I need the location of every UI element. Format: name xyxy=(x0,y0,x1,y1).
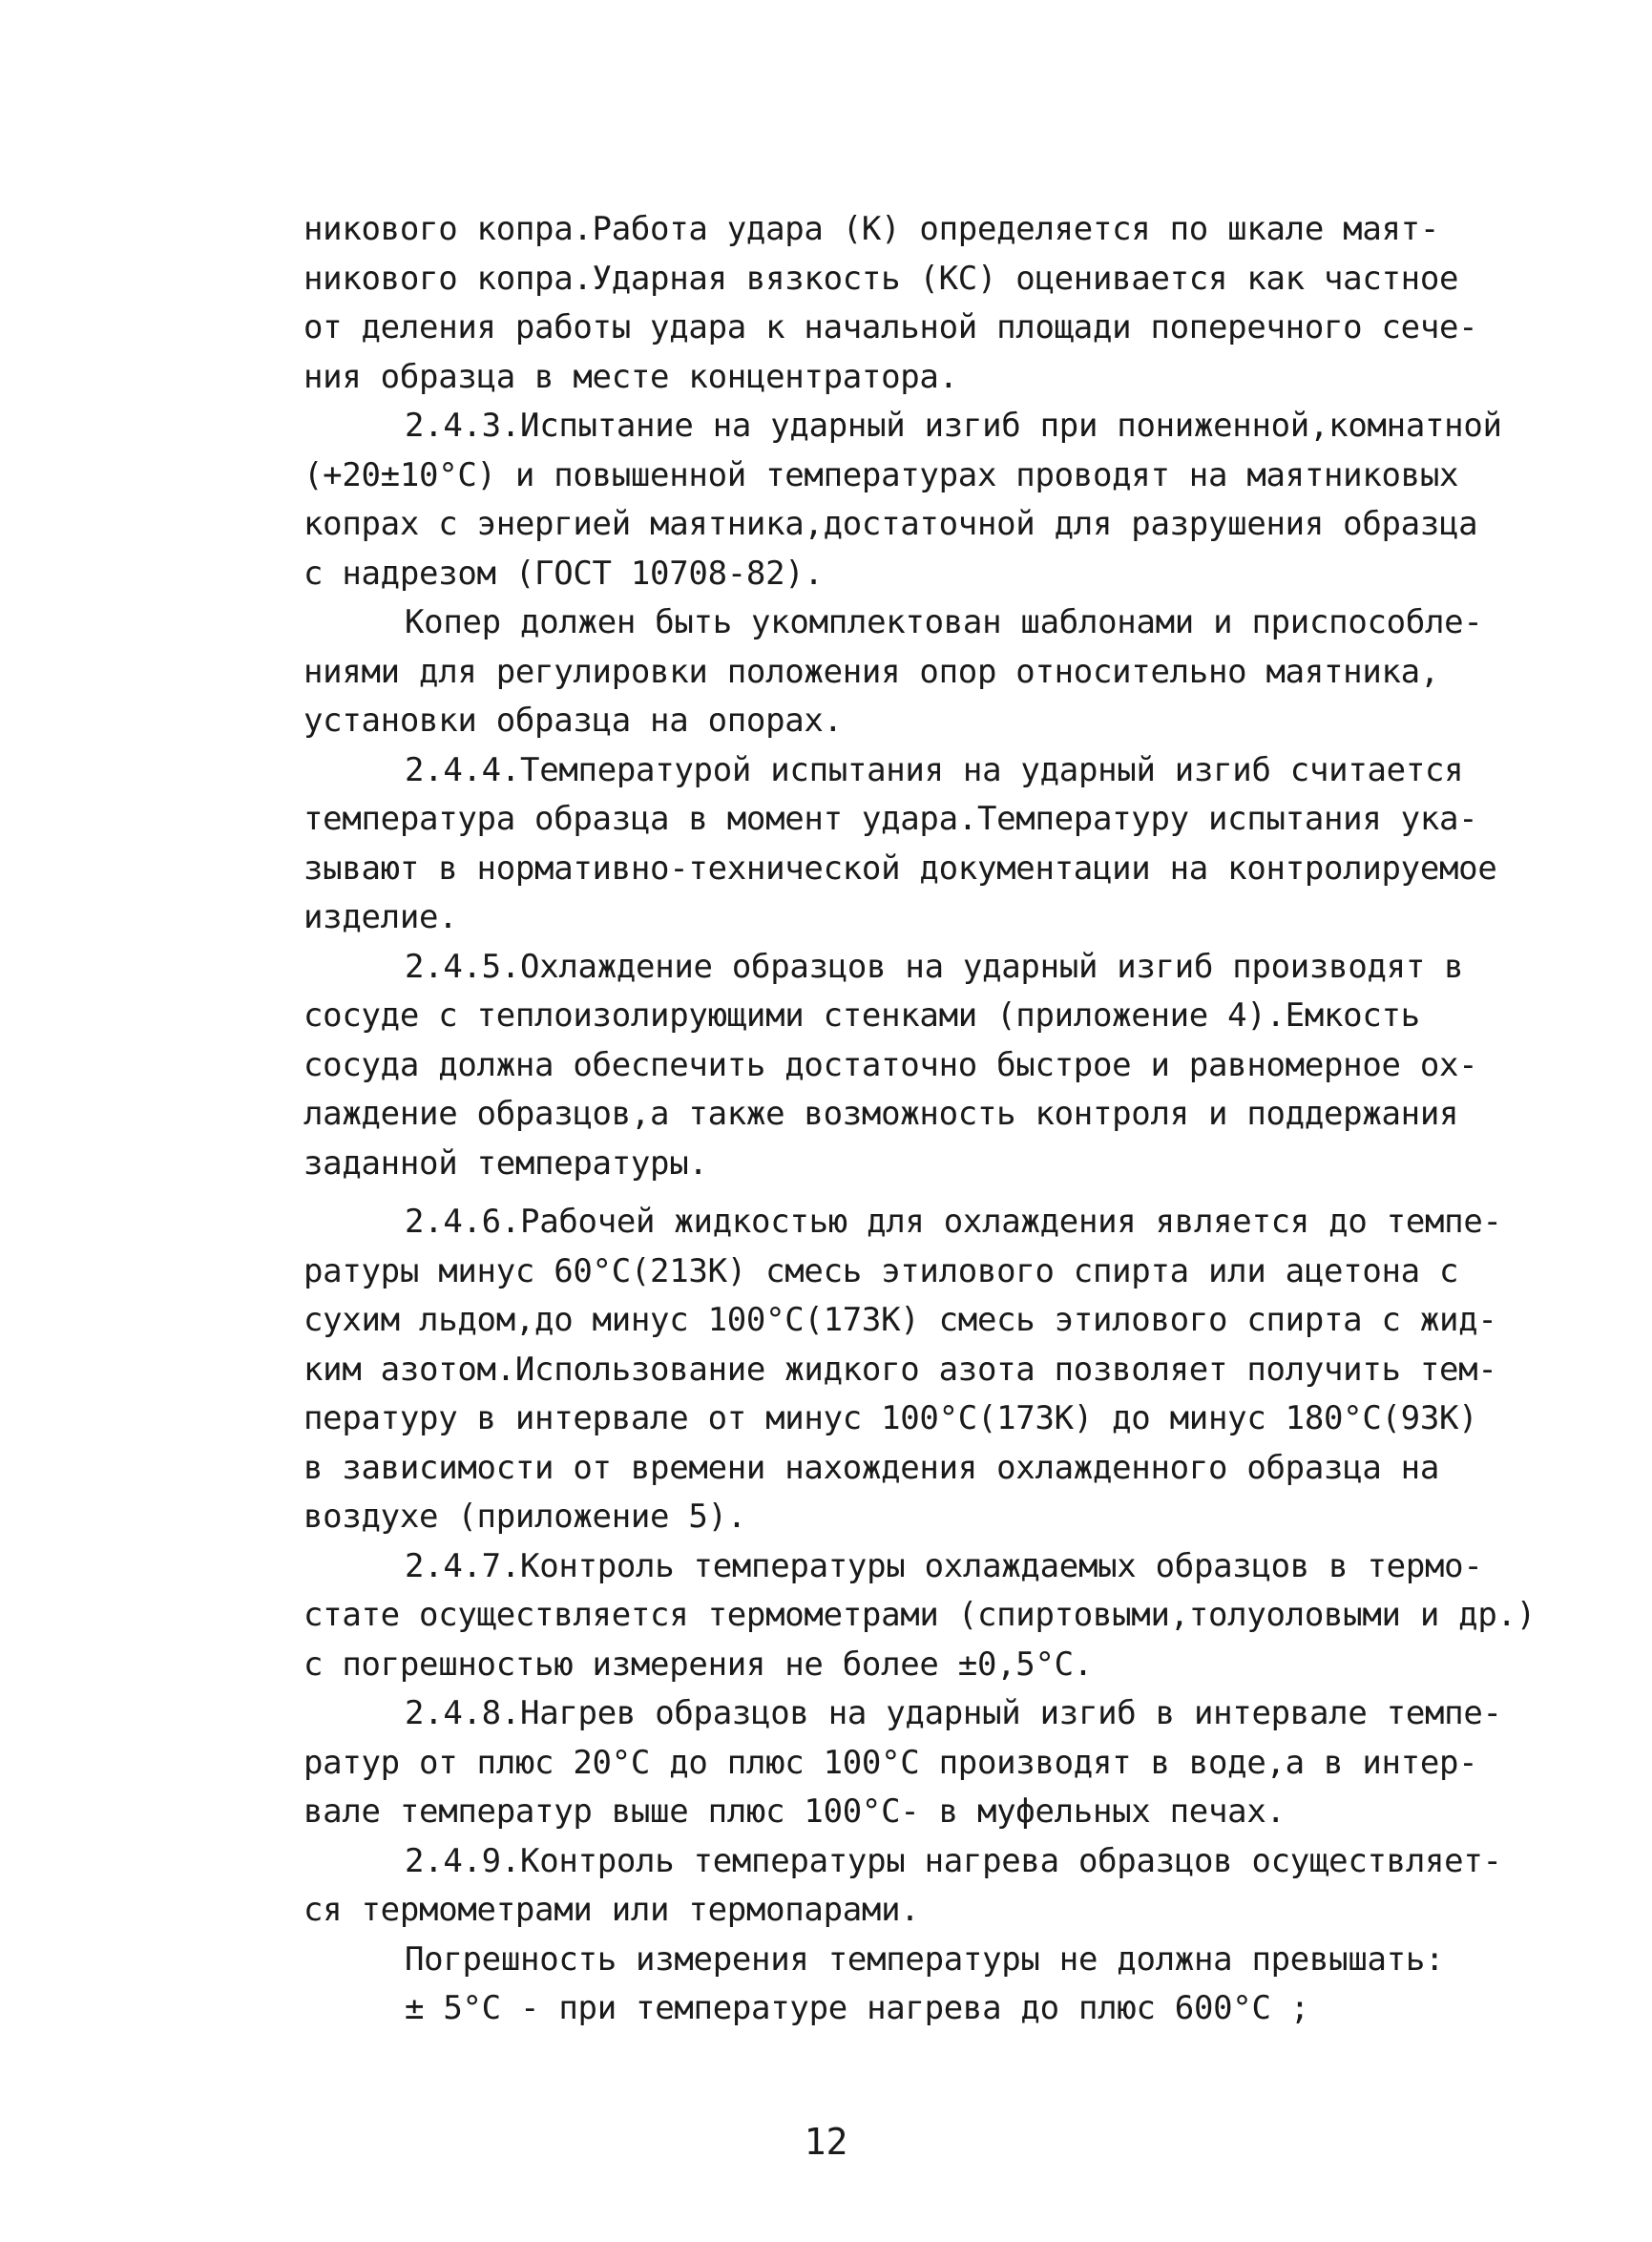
page-number: 12 xyxy=(804,2121,848,2163)
text-line: изделие. xyxy=(303,898,458,936)
paragraph-gap xyxy=(303,1188,1544,1198)
body-text xyxy=(303,205,1544,2034)
text-line: с погрешностью измерения не более ±0,5°С. xyxy=(303,1645,1093,1684)
text-line: заданной температуры. xyxy=(303,1143,708,1183)
text-line: сосуда должна обеспечить достаточно быстрое и равномерное ох- xyxy=(303,1045,1478,1084)
text-line: в зависимости от времени нахождения охлажденного образца на xyxy=(303,1448,1440,1487)
text-line: ± 5°С - при температуре нагрева до плюс 600°С ; xyxy=(405,1989,1309,2027)
text-line: ратур от плюс 20°С до плюс 100°С производят в воде,а в интер- xyxy=(303,1743,1478,1782)
text-line: воздухе (приложение 5). xyxy=(303,1498,746,1536)
text-line: никового копра.Ударная вязкость (КС) оценивается как частное xyxy=(303,259,1459,298)
text-line: с надрезом (ГОСТ 10708-82). xyxy=(303,554,824,593)
text-line: ким азотом.Использование жидкого азота позволяет получить тем- xyxy=(303,1350,1497,1389)
text-line: ратуры минус 60°С(213К) смесь этилового спирта или ацетона с xyxy=(303,1251,1459,1290)
text-line: от деления работы удара к начальной площади поперечного сече- xyxy=(303,308,1478,346)
text-line: Погрешность измерения температуры не должна превышать: xyxy=(405,1939,1445,1979)
text-line: 2.4.9.Контроль температуры нагрева образцов осуществляет- xyxy=(405,1841,1502,1880)
text-line: лаждение образцов,а также возможность контроля и поддержания xyxy=(303,1095,1459,1133)
text-line: сосуде с теплоизолирующими стенками (приложение 4).Емкость xyxy=(303,996,1420,1035)
text-line: ниями для регулировки положения опор относительно маятника, xyxy=(303,652,1440,691)
text-line: (+20±10°С) и повышенной температурах проводят на маятниковых xyxy=(303,455,1459,494)
text-line: копрах с энергией маятника,достаточной для разрушения образца xyxy=(303,505,1478,543)
text-line: сухим льдом,до минус 100°С(173К) смесь этилового спирта с жид- xyxy=(303,1301,1497,1339)
text-line: ния образца в месте концентратора. xyxy=(303,357,958,396)
text-line: температура образца в момент удара.Температуру испытания ука- xyxy=(303,800,1478,838)
text-line: Копер должен быть укомплектован шаблонами и приспособле- xyxy=(405,603,1483,641)
text-line: 2.4.8.Нагрев образцов на ударный изгиб в интервале темпе- xyxy=(405,1694,1502,1732)
text-line: 2.4.3.Испытание на ударный изгиб при пониженной,комнатной xyxy=(405,407,1502,445)
text-line: 2.4.6.Рабочей жидкостью для охлаждения является до темпе- xyxy=(405,1203,1502,1241)
text-line: установки образца на опорах. xyxy=(303,702,843,740)
text-line: пературу в интервале от минус 100°С(173К) до минус 180°С(93К) xyxy=(303,1399,1478,1437)
text-line: зывают в нормативно-технической документации на контролируемое xyxy=(303,849,1497,888)
text-line: 2.4.4.Температурой испытания на ударный изгиб считается xyxy=(405,750,1464,789)
text-line: вале температур выше плюс 100°С- в муфельных печах. xyxy=(303,1792,1286,1831)
text-line: никового копра.Работа удара (К) определяется по шкале маят- xyxy=(303,210,1440,248)
text-line: стате осуществляется термометрами (спиртовыми,толуоловыми и др.) xyxy=(303,1596,1536,1634)
text-line: ся термометрами или термопарами. xyxy=(303,1891,920,1929)
text-line: 2.4.5.Охлаждение образцов на ударный изгиб производят в xyxy=(405,947,1464,986)
text-line: 2.4.7.Контроль температуры охлаждаемых образцов в термо- xyxy=(405,1546,1483,1585)
